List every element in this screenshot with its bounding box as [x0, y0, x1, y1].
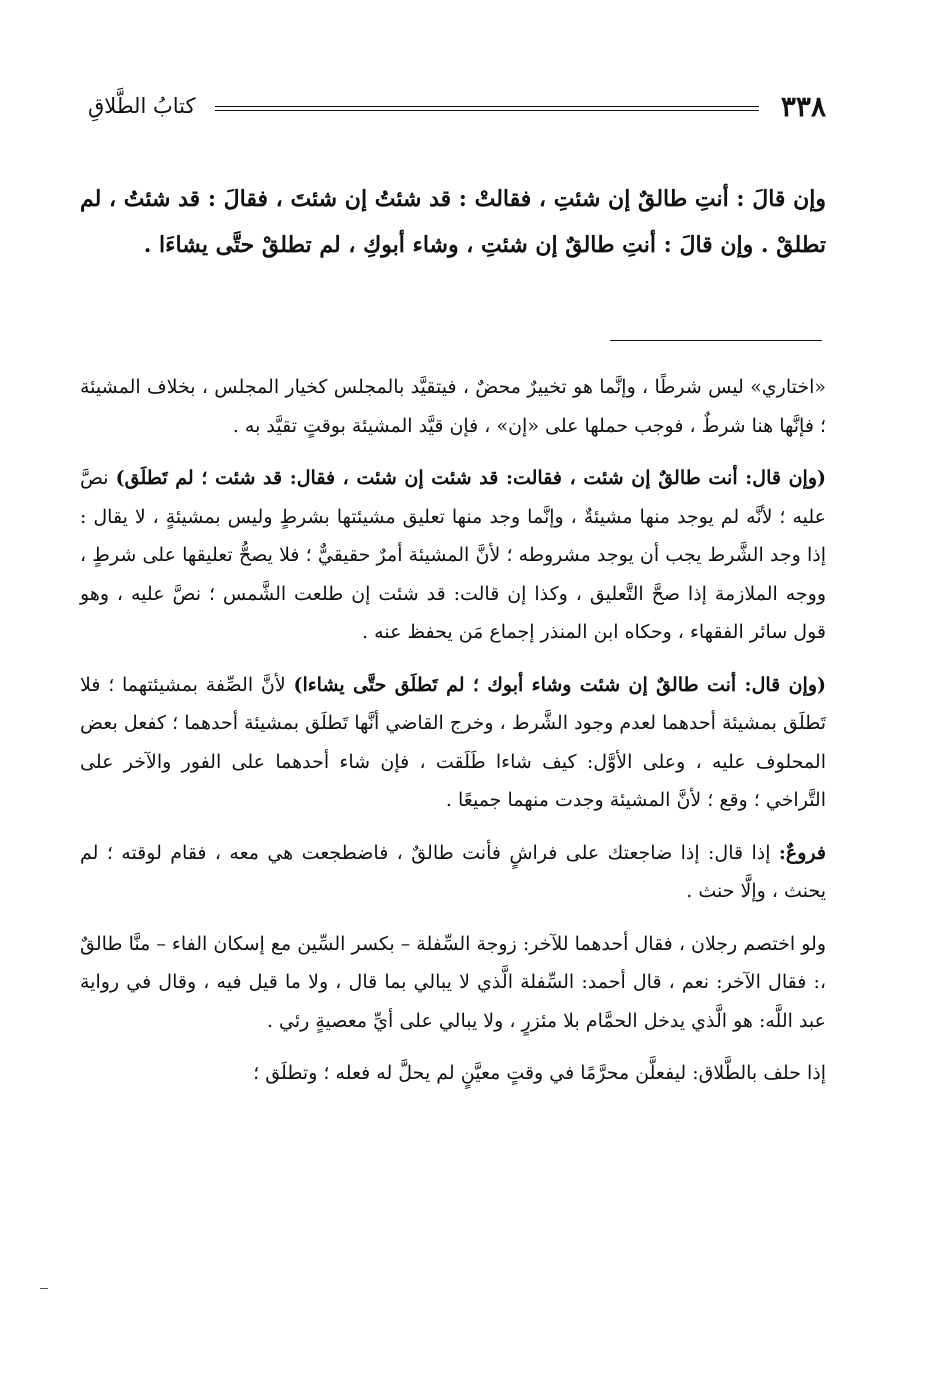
main-text: وإن قالَ : أنتِ طالقٌ إن شئتِ ، فقالتْ : قد شئتُ إن شئتَ ، فقالَ : قد شئتُ ، لم تطلقْ . وإن قالَ : أنتِ طالقٌ إن شئتِ ، وشاء أبوكِ ، لم تطلقْ حتَّى يشاءَا .: [80, 186, 826, 258]
explanation: نصَّ عليه ؛ لأنَّه لم يوجد منها مشيئةٌ ، وإنَّما وجد منها تعليق مشيئتها بشرطٍ وليس بمشيئةٍ ، لا يقال : إذا وجد الشَّرط يجب أن يوجد مشروطه ؛ لأنَّ المشيئة أمرٌ حقيقيٌّ ؛ فلا يصحُّ تعليقها على شرطٍ ، ووجه الملازمة إذا صحَّ التَّعليق ، وكذا إن قالت: قد شئت إن طلعت الشَّمس ؛ نصَّ عليه ، وهو قول سائر الفقهاء ، وحكاه ابن المنذر إجماع مَن يحفظ عنه .: [80, 467, 826, 643]
commentary-paragraph-4: [80, 834, 826, 911]
explanation: لأنَّ الصِّفة بمشيئتهما ؛ فلا تَطلَق بمشيئة أحدهما لعدم وجود الشَّرط ، وخرج القاضي أنَّها تَطلَق بمشيئة أحدهما ؛ كفعل بعض المحلوف عليه ، وعلى الأوَّل: كيف شاءا طَلَقت ، فإن شاء أحدهما على الفور والآخر على التَّراخي ؛ وقع ؛ لأنَّ المشيئة وجدت منهما جميعًا .: [80, 673, 826, 811]
header-double-rule: [215, 106, 758, 111]
explanation: إذا قال: إذا ضاجعتك على فراشٍ فأنت طالقٌ ، فاضطجعت هي معه ، فقام لوقته ؛ لم يحنث ، وإلَّا حنث .: [80, 841, 826, 902]
commentary: [80, 368, 826, 1107]
quoted-matn: (وإن قال: أنت طالقٌ إن شئت ، فقالت: قد شئت إن شئت ، فقال: قد شئت ؛ لم تَطلَق): [115, 467, 826, 489]
commentary-paragraph-6: إذا حلف بالطَّلاق: ليفعلَّن محرَّمًا في وقتٍ معيَّنٍ لم يحلَّ له فعله ؛ وتطلَق ؛: [253, 1062, 826, 1084]
quoted-matn: (وإن قال: أنت طالقٌ إن شئت وشاء أبوك ؛ لم تَطلَق حتَّى يشاءا): [293, 673, 826, 696]
running-header: [88, 86, 826, 126]
section-label-furu: فروعٌ:: [778, 841, 826, 864]
footnote-separator: [610, 340, 822, 341]
book-title: كتابُ الطَّلاقِ: [88, 94, 196, 118]
margin-mark: [40, 1288, 48, 1289]
commentary-paragraph-1: «اختاري» ليس شرطًا ، وإنَّما هو تخييرٌ محضٌ ، فيتقيَّد بالمجلس كخيار المجلس ، بخلاف المشيئة ؛ فإنَّها هنا شرطٌ ، فوجب حملها على «إن» ، فإن قيَّد المشيئة بوقتٍ تقيَّد به .: [80, 376, 826, 437]
commentary-paragraph-2: [80, 459, 826, 652]
commentary-paragraph-3: [80, 666, 826, 820]
commentary-paragraph-5: ولو اختصم رجلان ، فقال أحدهما للآخر: زوجة السِّفلة – بكسر السِّين مع إسكان الفاء – منَّا طالقٌ ،: فقال الآخر: نعم ، قال أحمد: السِّفلة الَّذي لا يبالي بما قال ، ولا ما قيل فيه ، وقال في رواية عبد اللَّه: هو الَّذي يدخل الحمَّام بلا مئزرٍ ، ولا يبالي على أيِّ معصيةٍ رئي .: [80, 932, 826, 1032]
page-number: ٣٣٨: [780, 89, 826, 123]
